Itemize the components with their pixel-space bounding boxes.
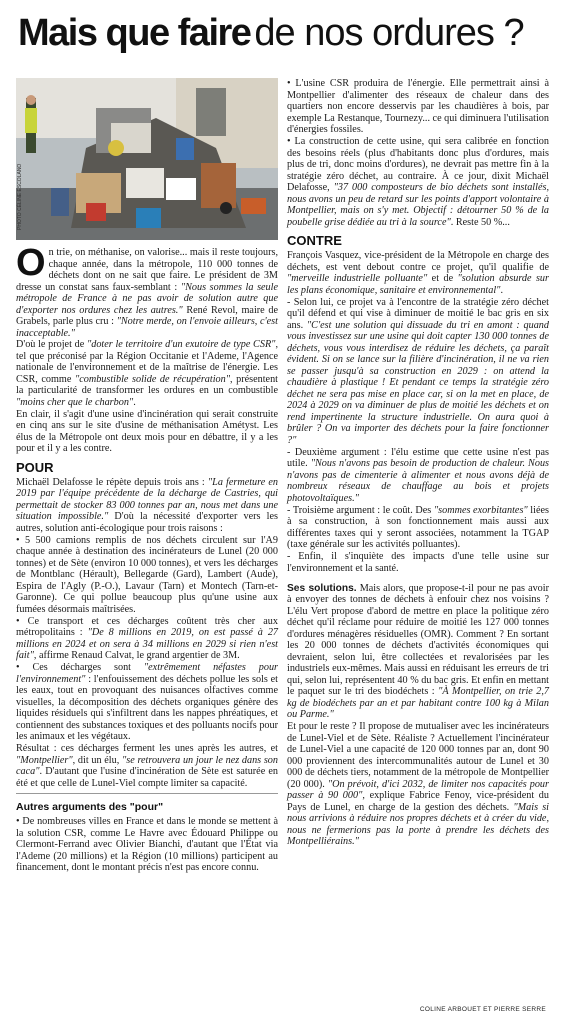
pour-quote: "extrêmement néfastes pour l'environnement"	[16, 662, 279, 685]
intro-quote: "moins cher que le charbon"	[16, 396, 134, 408]
pour-text: : l'enfouissement des déchets pollue les sols et les eaux, tout en provoquant des nuisances olfactives comme visuelles, la décomposition des déchets organiques génère des liquides résiduels qui s'infiltrent dans les nappes phréatiques, et contiennent des substances toxiques et des polluants nocifs pour les animaux et les végétaux.	[16, 673, 278, 742]
pour-bullet-cost	[16, 616, 278, 662]
solutions-heading: Ses solutions.	[287, 582, 357, 594]
pour-heading: POUR	[16, 459, 54, 475]
autres-bullet-energy: • L'usine CSR produira de l'énergie. Elle permettrait ainsi à Montpellier d'alimenter des réseaux de chaleur dans des quartiers non encore desservis par les chaudières à bois, par exemple La Restanque, Tournezy... ce qui diminuera l'utilisation d'énergies fossiles.	[287, 78, 549, 135]
garbage-photo	[16, 78, 278, 240]
autres-bullet-csr-cities: • De nombreuses villes en France et dans le monde se mettent à la solution CSR, comme Le Havre avec Édouard Philippe ou Clermont-Ferrand avec Olivier Bianchi, d'autant que l'État via l'Ademe (20 millions) et la Région (10 millions) participent au financement, dont le montant précis n'est pas encore connu.	[16, 816, 278, 873]
solutions-text: , explique Fabrice Fenoy, vice-président du Pays de Lunel, en charge de la gestion des déchets.	[287, 790, 549, 813]
right-column	[287, 78, 549, 848]
lede-quote: "Nous sommes la seule métropole de France à ne pas avoir de solution autre que d'exporter nos ordures chez les autres."	[16, 281, 279, 316]
contre-text: et de	[427, 273, 458, 284]
lede-quote-2: "Notre merde, on l'envoie ailleurs, c'est inacceptable."	[16, 316, 278, 339]
pour-quote: "De 8 millions en 2019, on est passé à 27 millions en 2024 et on sera à 34 millions en 2029 si rien n'est fait"	[16, 627, 279, 661]
autres-quote: "37 000 composteurs de bio déchets sont installés, nous avons un peu de retard sur les points d'apport volontaire à Montpellier, mais on s'y met. Objectif : détourner 50 % de la poubelle grise dédiée au tri à la source"	[287, 182, 549, 228]
autres-heading: Autres arguments des "pour"	[16, 801, 164, 813]
intro-paragraph-2: En clair, il s'agit d'une usine d'incinération qui serait construite en cinq ans sur le site d'usine de méthanisation Amétyst. Les élus de la Métropole ont deux mois pour en débattre, il y a les pour et il y a les contre.	[16, 408, 278, 454]
drop-cap: O	[16, 242, 46, 284]
contre-argument-2	[287, 447, 549, 505]
intro-quote: "doter le territoire d'un exutoire de type CSR"	[86, 339, 276, 350]
contre-text: - Deuxième argument : l'élu estime que cette usine n'est pas utile.	[287, 446, 549, 469]
garbage-pile-illustration	[16, 78, 278, 240]
intro-paragraph	[16, 339, 278, 408]
autres-bullet-zero-waste	[287, 136, 549, 228]
solutions-quote: "Mais si nous arrivions à réduire nos propres déchets et à créer du vide, nous ne fermerions pas la porte à prendre les déchets des Montpelliérains."	[287, 801, 549, 847]
solutions-paragraph	[287, 583, 549, 721]
pour-text: D'où la nécessité d'exporter vers les autres, solution anti-écologique pour trois raisons :	[16, 511, 278, 534]
contre-paragraph	[287, 250, 549, 296]
pour-text: . D'autant que l'usine d'incinération de Sète est saturée en été et que celle de Lunel-Viel compte limiter sa capacité.	[16, 766, 278, 789]
pour-result	[16, 743, 278, 789]
pour-text: Michaël Delafosse le répète depuis trois ans :	[16, 476, 208, 488]
headline-bold: Mais que faire	[18, 12, 251, 54]
pour-quote: "La fermeture en 2019 par l'équipe précédente de la décharge de Castries, qui permettait de stocker 83 000 tonnes par an, nous met dans une situation impossible."	[16, 476, 278, 522]
intro-text: D'où le projet de	[16, 339, 87, 350]
contre-quote: "C'est une solution qui dissuade du tri en amont : quand vous investissez sur une usine qui doit capter 130 000 tonnes de déchets, vous vous interdisez de réduire les déchets, ça paraît évident. Si on se lance sur la filière d'incinération, il ne va rien se passer jusqu'à sa construction en 2029 : on attend la chaudière à plastique ! Et pendant ce temps la stratégie zéro déchet ne sera pas mise en place car, si on la met en place, de 2024 à 2029 on va diminuer de plus de moitié les déchets et on rend impertinente la structure industrielle. On aura quoi à brûler ? On va importer des déchets pour la faire fonctionner ?"	[287, 319, 549, 446]
pour-text: • Ce transport et ces décharges coûtent très cher aux métropolitains :	[16, 615, 278, 638]
contre-text: liées à sa construction, à son fonctionnement mais aussi aux différentes taxes qui y seront associées, notamment la TGAP (taxe générale sur les activités polluantes).	[287, 504, 549, 550]
contre-text: .	[500, 284, 504, 296]
pour-bullet-environment	[16, 662, 278, 743]
section-divider	[16, 793, 278, 794]
pour-text: , dit un élu,	[72, 754, 122, 766]
intro-text: , tel que préconisé par la Région Occitanie et l'Ademe, l'Agence nationale de l'environnement et de la maîtrise de l'énergie. Les CSR, comme	[16, 339, 278, 385]
lede-paragraph	[16, 242, 279, 339]
contre-text: François Vasquez, vice-président de la Métropole en charge des déchets, est vent debout contre ce projet, qu'il qualifie de	[287, 250, 549, 273]
contre-heading: CONTRE	[287, 233, 342, 248]
contre-quote: "solution absurde sur les plans économique, sanitaire et environnemental"	[287, 273, 549, 296]
contre-quote: "Nous n'avons pas besoin de production de chaleur. Nous n'avons pas de cimenterie à alimenter et nous avons déjà de nombreux réseaux de chauffage au bois et projets photovoltaïques."	[287, 458, 549, 504]
left-column	[16, 78, 278, 874]
pour-paragraph	[16, 477, 278, 535]
solutions-quote: "On prévoit, d'ici 2032, de limiter nos capacités pour passer à 90 000"	[287, 778, 549, 801]
pour-quote: "se retrouvera un jour le nez dans son caca"	[16, 754, 278, 777]
solutions-paragraph-2	[287, 721, 549, 848]
photo-credit: PHOTO CÉLINE ESCOLANO	[17, 163, 23, 230]
pour-text: • Ces décharges sont	[16, 662, 144, 673]
headline-light: de nos ordures ?	[254, 12, 524, 54]
lede-text-2: René Revol, maire de Grabels, parle plus cru :	[16, 304, 278, 327]
autres-text: . Reste 50 %...	[450, 216, 510, 228]
intro-text: , présentent la particularité de transformer les ordures en un combustible	[16, 373, 278, 396]
contre-argument-4: - Enfin, il s'inquiète des impacts d'une telle usine sur l'environnement et la santé.	[287, 551, 549, 574]
autres-text: • La construction de cette usine, qui sera calibrée en fonction des besoins réels (plus d'habitants donc plus d'ordures, mais plus de tri, donc moins d'ordures), ne devrait pas mettre fin à la stratégie zéro déchet, au contraire. À ce jour, dixit Michaël Delafosse,	[287, 136, 549, 193]
contre-argument-3	[287, 505, 549, 551]
section-gap	[287, 575, 549, 583]
pour-text: , affirme Renaud Calvat, le grand argentier de 3M.	[33, 650, 240, 661]
pour-text: Résultat : ces décharges ferment les unes après les autres, et	[16, 743, 278, 754]
pour-bullet-trucks: • 5 500 camions remplis de nos déchets circulent sur l'A9 chaque année à destination des incinérateurs de Lunel (20 000 tonnes) et de Sète (environ 10 000 tonnes), et vers les décharges de Montblanc (Hérault), Bellegarde (Gard), Lambert (Aude), Espira de l'Agly (P.-O.), Lavaur (Tarn) et Montech (Tarn-et-Garonne). Ce qui pollue beaucoup plus qu'une usine aux fumées désormais maîtrisées.	[16, 534, 278, 615]
contre-text: - Selon lui, ce projet va à l'encontre de la stratégie zéro déchet qu'il défend et qui vise à diminuer de moitié le bac gris en six ans.	[287, 296, 549, 331]
contre-quote: "merveille industrielle polluante"	[287, 273, 428, 284]
byline: COLINE ARBOUET ET PIERRE SERRE	[419, 1006, 546, 1013]
pour-quote: "Montpellier"	[16, 754, 73, 766]
intro-quote: "combustible solide de récupération"	[74, 373, 231, 385]
intro-text: .	[133, 396, 136, 408]
contre-text: - Troisième argument : le coût. Des	[287, 504, 434, 516]
solutions-text: Et pour le reste ? Il propose de mutualiser avec les incinérateurs de Lunel-Viel et de Sète. Réaliste ? Actuellement l'incinérateur de Lunel-Viel a une capacité de 120 000 tonnes par an, dont 90 000 proviennent des intercommunalités autour de Lunel et 30 000 de déchets tiers, notamment de la métropole de Montpellier (20 000).	[287, 721, 549, 790]
lede-text: n trie, on méthanise, on valorise... mais il reste toujours, chaque année, dans la métropole, 110 000 tonnes de déchets dont on ne sait que faire. Le président de 3M dresse un constat sans faux-semblant :	[16, 247, 278, 293]
contre-quote: "sommes exorbitantes"	[433, 504, 528, 516]
solutions-quote: "À Montpellier, on trie 2,7 kg de biodéchets par an et par habitant contre 100 kg à Milan ou Parme."	[287, 686, 550, 720]
contre-argument-1	[287, 297, 549, 447]
headline	[18, 12, 548, 60]
solutions-text: Mais alors, que propose-t-il pour ne pas avoir à envoyer des tonnes de déchets à enfouir chez nos voisins ? L'élu Vert propose d'abord de mettre en place la politique zéro déchet qu'il réclame pour réduire de moitié les 127 000 tonnes d'ordures ménagères résiduelles (OMR). Comment ? En sortant les 20 000 tonnes de déchets d'activités économiques qui devraient, selon lui, être collectées et revalorisées par les industriels eux-mêmes. Mais aussi en réduisant les erreurs de tri qui, selon lui, représentent 40 % du bac gris. Et enfin en mettant le paquet sur le tri des biodéchets :	[287, 582, 549, 697]
